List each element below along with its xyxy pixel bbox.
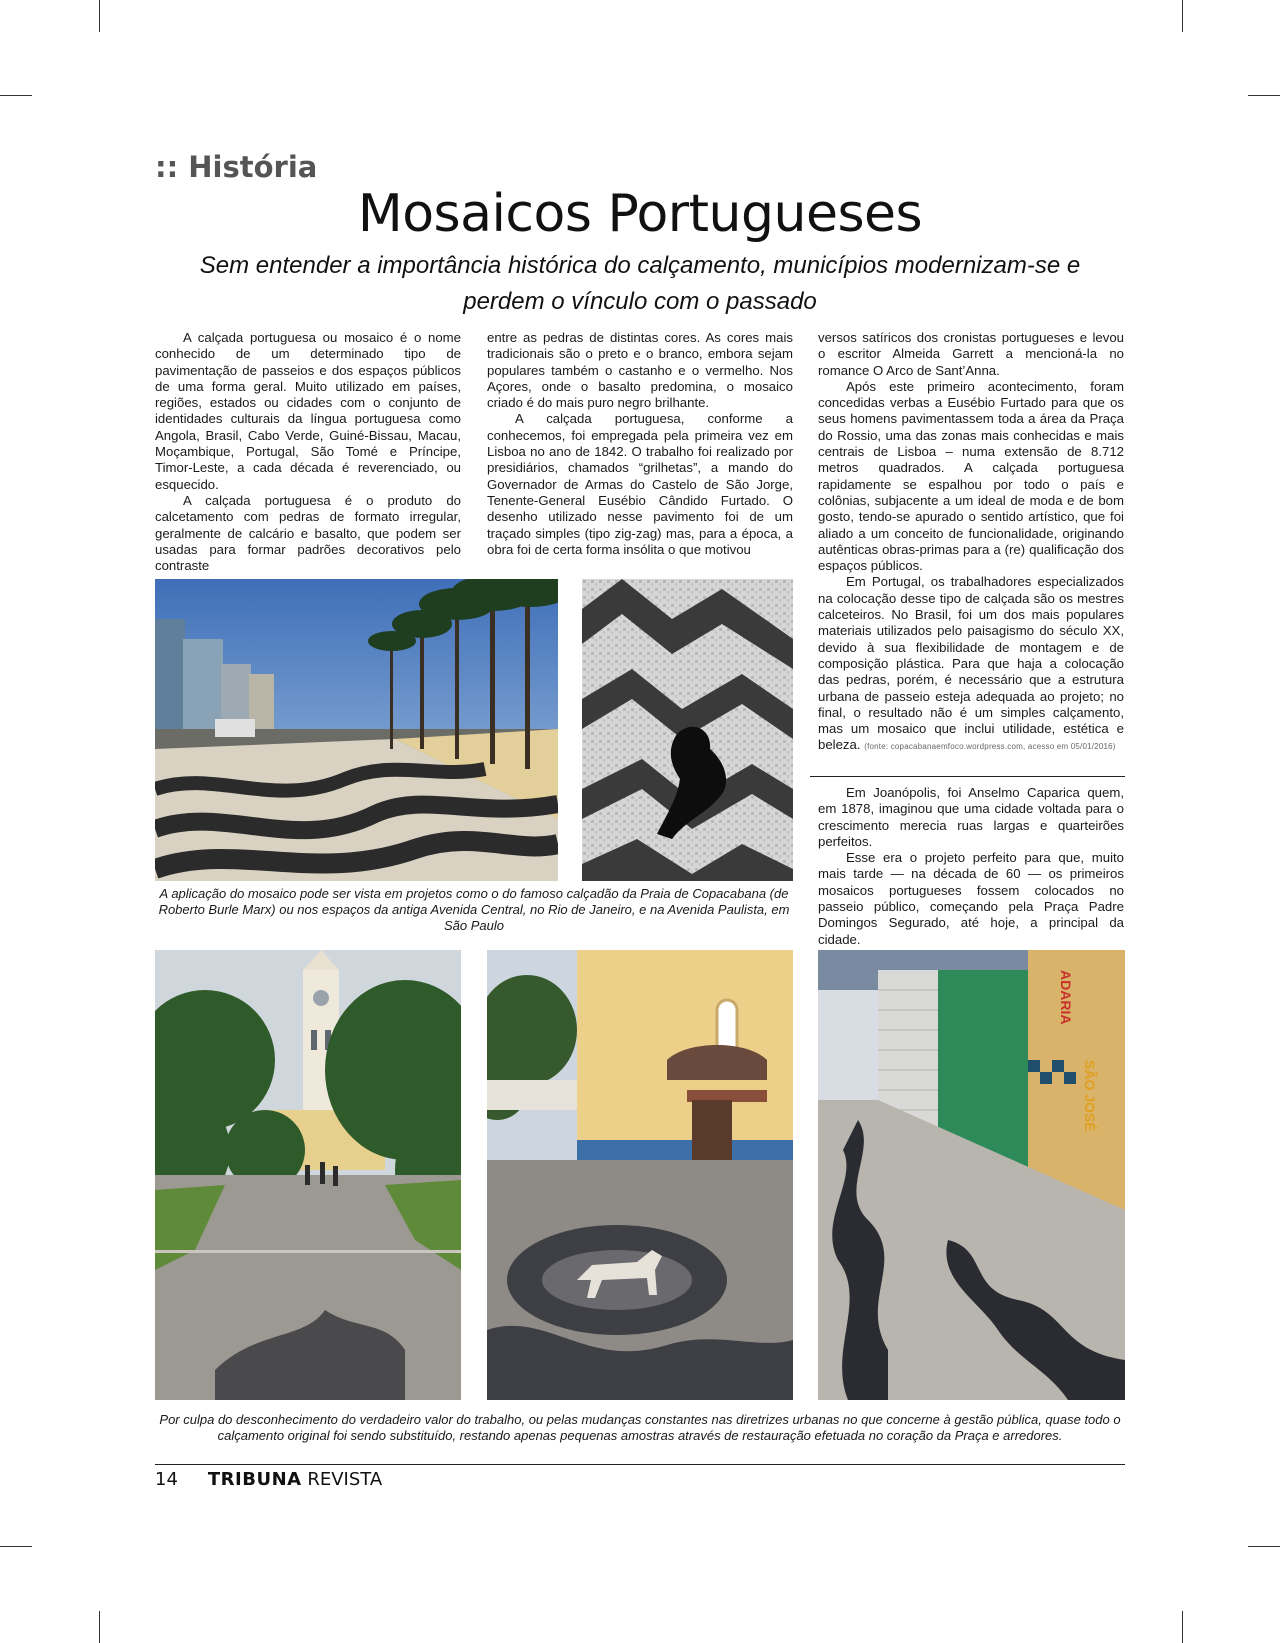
church-mosaic-horse-photo [487,950,793,1400]
crop-mark [1248,1546,1280,1547]
copacabana-promenade-photo [155,579,558,881]
sidewalk-wave-mosaic-photo [818,950,1125,1400]
crop-mark [99,1611,100,1643]
article-column-1 [155,330,461,574]
mosaic-pattern-photo [582,579,793,881]
crop-mark [1248,95,1280,96]
column-divider [810,776,1125,777]
publication-subname: REVISTA [307,1469,383,1490]
subtitle-line: perdem o vínculo com o passado [463,288,817,315]
paragraph: A calçada portuguesa, conforme a conhecemos, foi empregada pela primeira vez em Lisboa no ano de 1842. O trabalho foi realizado por presidiários, chamados “grilhetas”, a mando do Governador de Armas do Castelo de São Jorge, Tenente-General Eusébio Cândido Furtado. O desenho utilizado nesse pavimento foi de um traçado simples (tipo zig-zag) mas, para a época, a obra foi de certa forma insólita o que motivou [487,411,793,557]
page-number: 14 [155,1469,178,1490]
page-title: Mosaicos Portugueses [357,184,923,244]
section-label: :: História [155,150,318,184]
article-column-3-continued [818,785,1124,948]
sao-jose-sign: SÃO JOSÉ [1082,1060,1098,1132]
article-column-3 [818,330,1124,756]
paragraph: Em Joanópolis, foi Anselmo Caparica quem, em 1878, imaginou que uma cidade voltada para o crescimento merecia ruas largas e quarteirões perfeitos. [818,785,1124,849]
page-footer [155,1469,382,1490]
paragraph: Esse era o projeto perfeito para que, muito mais tarde — na década de 60 — os primeiros mosaicos portugueses fossem colocados no passeio público, começando pela Praça Padre Domingos Segurado, até hoje, a principal da cidade. [818,850,1124,947]
crop-mark [1182,0,1183,32]
page-subtitle [155,248,1125,320]
paragraph: versos satíricos dos cronistas portugueses e levou o escritor Almeida Garrett a mencioná-la no romance O Arco de Sant’Anna. [818,330,1124,378]
paragraph: A calçada portuguesa ou mosaico é o nome conhecido de um determinado tipo de pavimentação de passeios e dos espaços públicos de uma forma geral. Muito utilizado em países, regiões, estados ou cidades com o conjunto de identidades culturais da língua portuguesa como Angola, Brasil, Cabo Verde, Guiné-Bissau, Macau, Moçambique, Portugal, São Tomé e Príncipe, Timor-Leste, a cada década é reverenciado, ou esquecido. [155,330,461,492]
photo-caption: A aplicação do mosaico pode ser vista em projetos como o do famoso calçadão da Praia de Copacabana (de Roberto Burle Marx) ou nos espaços da antiga Avenida Central, no Rio de Janeiro, e na Avenida Paulista, em São Paulo [158,886,790,933]
paragraph: Após este primeiro acontecimento, foram concedidas verbas a Eusébio Furtado para que os seus homens pavimentassem toda a área da Praça do Rossio, uma das zonas mais conhecidas e mais centrais de Lisboa – numa extensão de 8.712 metros quadrados. A calçada portuguesa rapidamente se espalhou por todo o país e colônias, subjacente a um ideal de moda e de bom gosto, tendo-se apurado o sentido artístico, que foi aliado a um conceito de funcionalidade, originando autênticas obras-primas para a (re) qualificação dos espaços públicos. [818,378,1124,574]
source-note: (fonte: copacabanaemfoco.wordpress.com, acesso em 05/01/2016) [864,742,1116,752]
church-square-photo [155,950,461,1400]
paragraph: A calçada portuguesa é o produto do calcetamento com pedras de formato irregular, geralmente de calcário e basalto, que podem ser usadas para formar padrões decorativos pelo contraste [155,492,461,574]
footer-rule [155,1464,1125,1465]
publication-name: TRIBUNA [207,1469,302,1490]
crop-mark [99,0,100,32]
padaria-sign: ADARIA [1058,970,1074,1025]
subtitle-line: Sem entender a importância histórica do calçamento, municípios modernizam-se e [199,252,1081,279]
crop-mark [0,95,32,96]
article-column-2 [487,330,793,558]
photo-caption: Por culpa do desconhecimento do verdadeiro valor do trabalho, ou pelas mudanças constantes nas diretrizes urbanas no que concerne à gestão pública, quase todo o calçamento original foi sendo substituído, restando apenas pequenas amostras através de restauração efetuada no coração da Praça e arredores. [159,1412,1121,1443]
paragraph [818,574,1124,755]
paragraph-text: Em Portugal, os trabalhadores especializados na colocação desse tipo de calçada são os mestres calceteiros. No Brasil, foi um dos mais populares materiais utilizados pelo paisagismo do século XX, devido à sua flexibilidade de montagem e de composição plástica. Para que haja a colocação das pedras, porém, é necessário que a estrutura urbana de passeio esteja adequada ao projeto; no final, o resultado não é um simples calçamento, mas um mosaico que inclui utilidade, estética e beleza. [818,574,1124,753]
crop-mark [1182,1611,1183,1643]
paragraph: entre as pedras de distintas cores. As cores mais tradicionais são o preto e o branco, embora sejam populares também o castanho e o vermelho. Nos Açores, onde o basalto predomina, o mosaico criado é do mais puro negro brilhante. [487,330,793,411]
crop-mark [0,1546,32,1547]
